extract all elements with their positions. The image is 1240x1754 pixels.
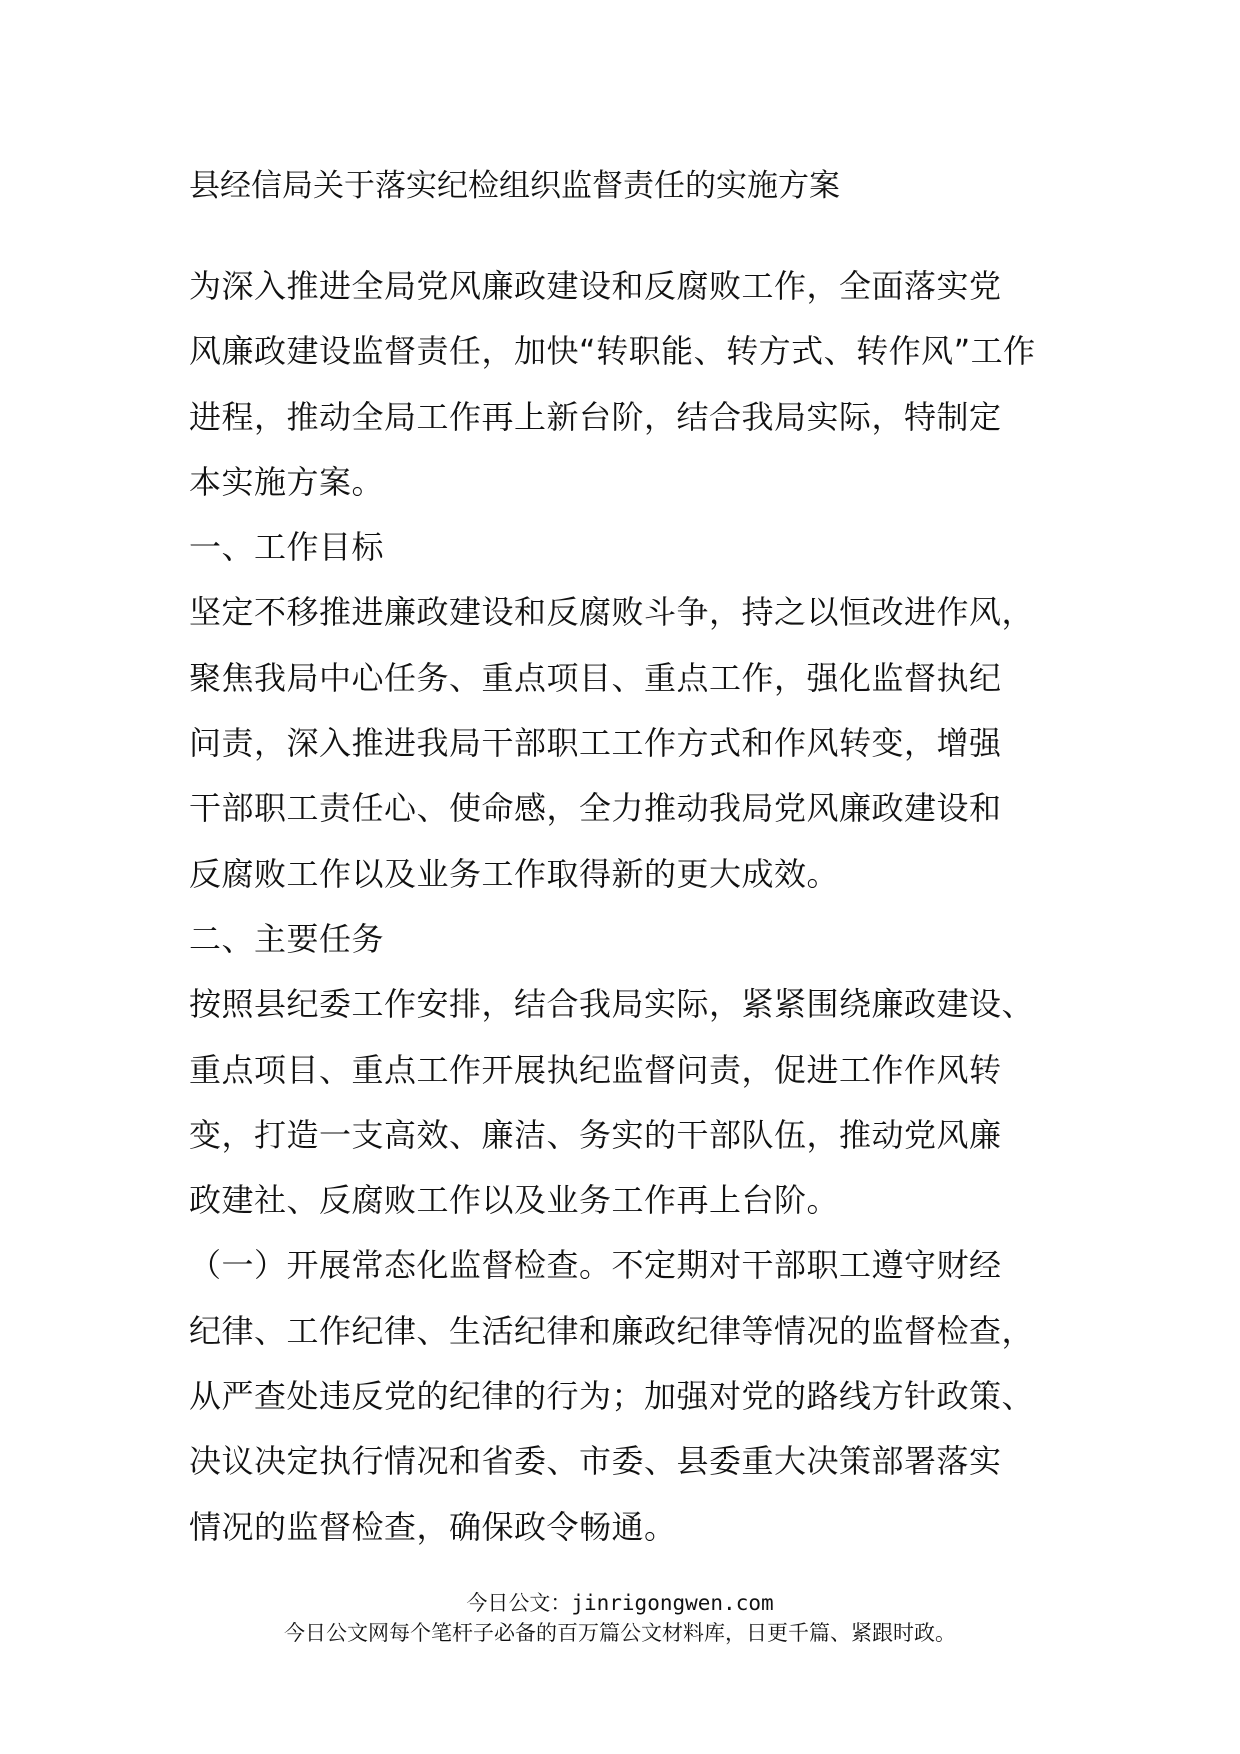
body-line: 风廉政建设监督责任，加快“转职能、转方式、转作风”工作 xyxy=(189,332,1036,371)
body-line: 决议决定执行情况和省委、市委、县委重大决策部署落实 xyxy=(189,1442,1002,1481)
body-line: 情况的监督检查，确保政令畅通。 xyxy=(189,1507,677,1546)
document-body xyxy=(189,254,1059,1560)
body-line: 纪律、工作纪律、生活纪律和廉政纪律等情况的监督检查， xyxy=(189,1311,1035,1350)
body-line: 问责，深入推进我局干部职工工作方式和作风转变，增强 xyxy=(189,724,1002,763)
body-line: （一）开展常态化监督检查。不定期对干部职工遵守财经 xyxy=(189,1246,1002,1285)
footer-site-line xyxy=(0,1588,1240,1618)
body-line: 变，打造一支高效、廉洁、务实的干部队伍，推动党风廉 xyxy=(189,1115,1002,1154)
body-line: 重点项目、重点工作开展执纪监督问责，促进工作作风转 xyxy=(189,1050,1002,1089)
footer-site-link[interactable]: jinrigongwen.com xyxy=(571,1591,774,1615)
body-line: 政建社、反腐败工作以及业务工作再上台阶。 xyxy=(189,1181,840,1220)
body-line: 进程，推动全局工作再上新台阶，结合我局实际，特制定 xyxy=(189,397,1002,436)
body-line: 坚定不移推进廉政建设和反腐败斗争，持之以恒改进作风， xyxy=(189,593,1035,632)
body-line: 聚焦我局中心任务、重点项目、重点工作，强化监督执纪 xyxy=(189,658,1002,697)
footer-slogan: 今日公文网每个笔杆子必备的百万篇公文材料库，日更千篇、紧跟时政。 xyxy=(284,1621,956,1645)
section-heading-tasks: 二、主要任务 xyxy=(189,919,385,958)
footer-site-label: 今日公文： xyxy=(466,1591,572,1615)
body-line: 反腐败工作以及业务工作取得新的更大成效。 xyxy=(189,854,840,893)
section-heading-goals: 一、工作目标 xyxy=(189,528,385,567)
body-line: 按照县纪委工作安排，结合我局实际，紧紧围绕廉政建设、 xyxy=(189,985,1035,1024)
document-title: 县经信局关于落实纪检组织监督责任的实施方案 xyxy=(189,168,840,204)
page-footer xyxy=(0,1588,1240,1648)
body-line: 为深入推进全局党风廉政建设和反腐败工作，全面落实党 xyxy=(189,267,1002,305)
body-line: 从严查处违反党的纪律的行为；加强对党的路线方针政策、 xyxy=(189,1377,1035,1416)
body-line: 干部职工责任心、使命感，全力推动我局党风廉政建设和 xyxy=(189,789,1002,828)
body-line: 本实施方案。 xyxy=(189,462,385,501)
